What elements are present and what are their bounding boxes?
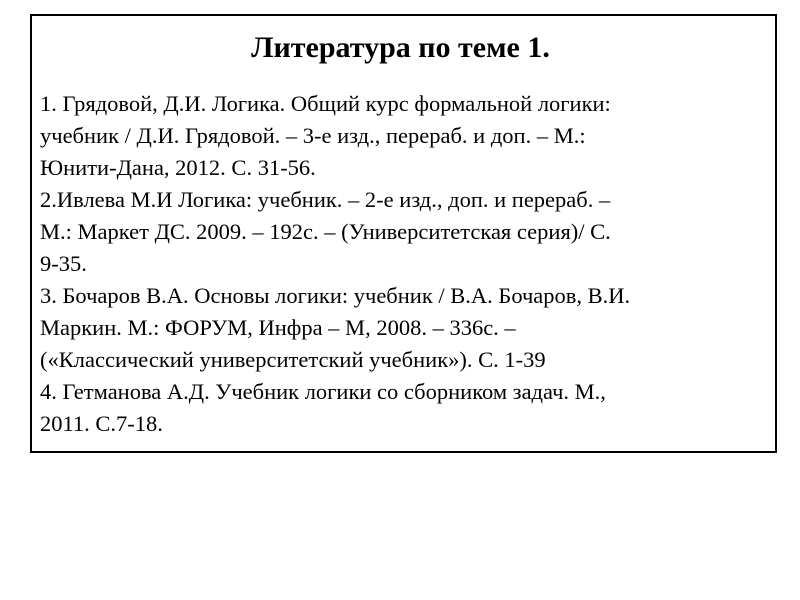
slide-content-box: [30, 14, 777, 453]
reference-item-3: 3. Бочаров В.А. Основы логики: учебник / В.А. Бочаров, В.И. Маркин. М.: ФОРУМ, Инфра – М, 2008. – 336с. – («Классический университетский учебник»). С. 1-39: [40, 283, 631, 372]
reference-item-1: 1. Грядовой, Д.И. Логика. Общий курс формальной логики: учебник / Д.И. Грядовой. – 3-е изд., перераб. и доп. – М.: Юнити-Дана, 2012. С. 31-56.: [40, 91, 611, 180]
reference-item-4: 4. Гетманова А.Д. Учебник логики со сборником задач. М., 2011. С.7-18.: [40, 379, 606, 436]
slide-title: Литература по теме 1.: [251, 31, 550, 64]
reference-item-2: 2.Ивлева М.И Логика: учебник. – 2-е изд., доп. и перераб. – М.: Маркет ДС. 2009. – 192с. – (Университетская серия)/ С. 9-35.: [40, 187, 611, 276]
reference-list: [40, 88, 761, 440]
